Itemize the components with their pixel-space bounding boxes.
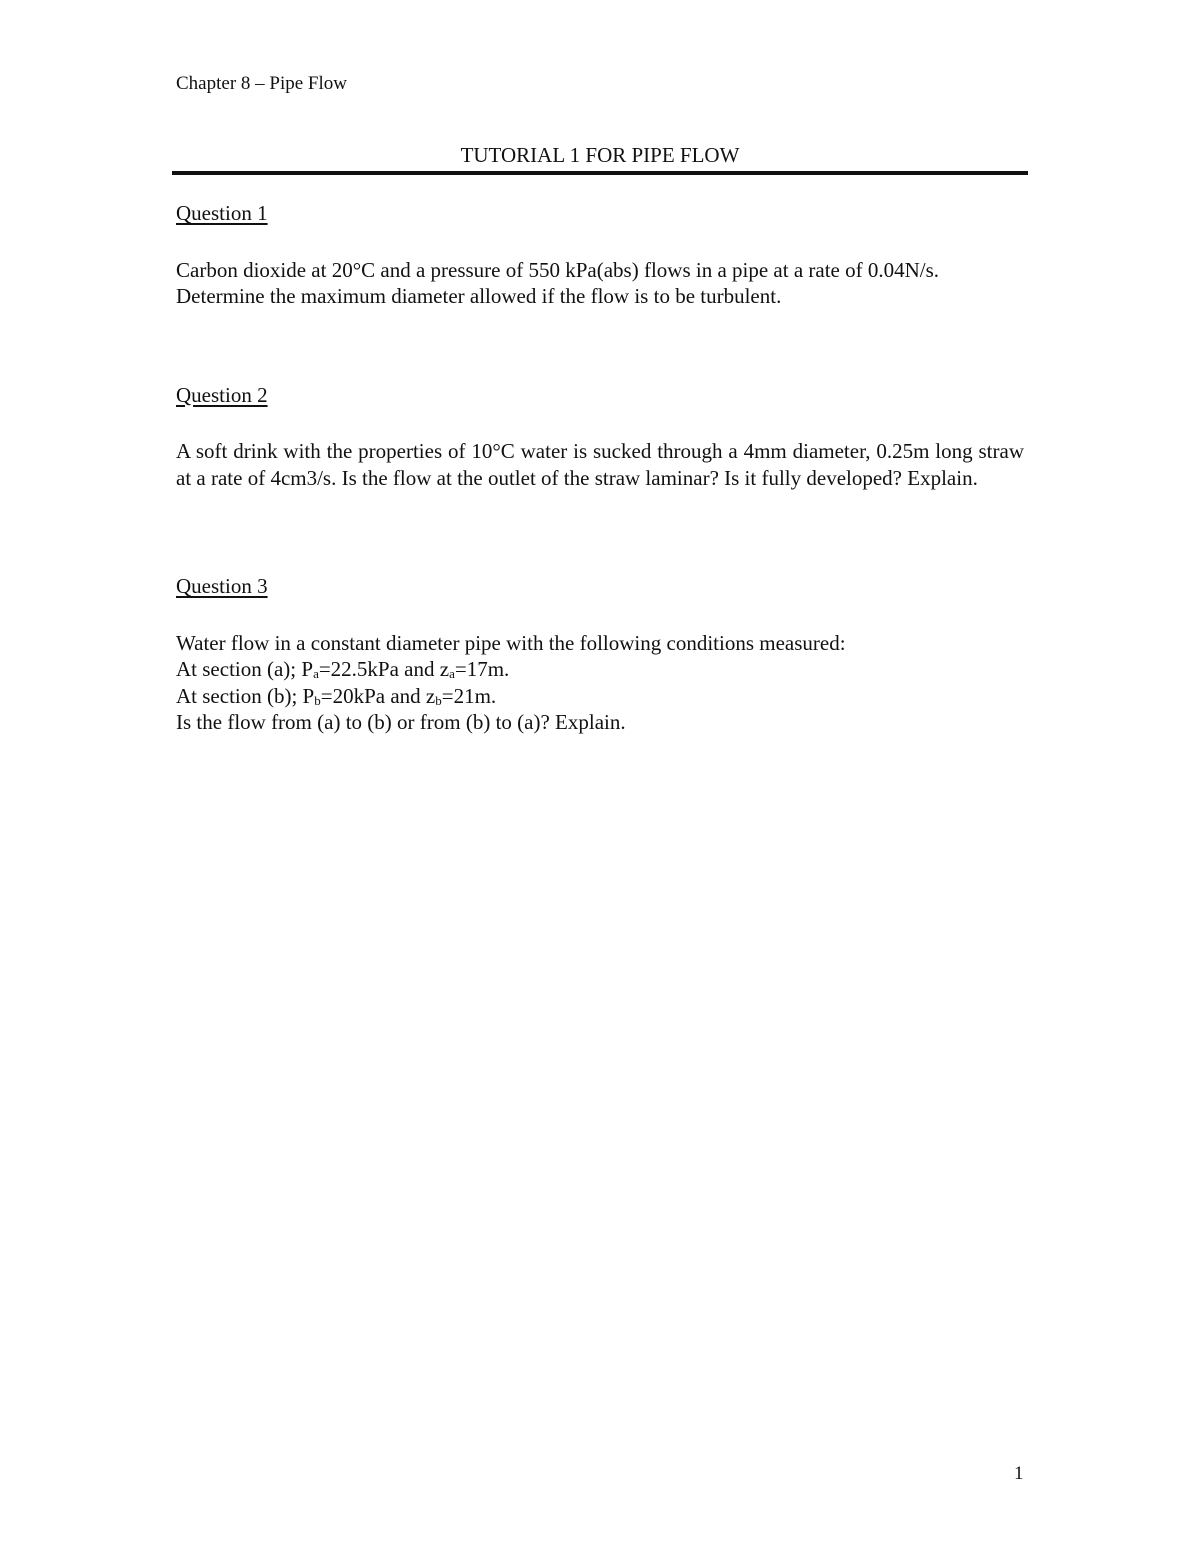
question-2-body: A soft drink with the properties of 10°C water is sucked through a 4mm diameter, 0.25m long straw at a rate of 4cm3/s. Is the flow at the outlet of the straw laminar? Is it fully developed? Explain. <box>176 439 1024 490</box>
section-b-p-subscript: b <box>314 692 321 708</box>
question-1-heading: Question 1 <box>176 201 268 225</box>
question-3-body <box>176 630 1024 736</box>
question-3 <box>176 573 1024 736</box>
title-rule <box>172 171 1028 175</box>
section-b-mid: =20kPa and z <box>320 683 436 708</box>
running-header: Chapter 8 – Pipe Flow <box>176 73 347 94</box>
section-a-suffix: =17m. <box>454 657 510 681</box>
question-2-heading: Question 2 <box>176 382 268 407</box>
question-3-section-b <box>176 683 1024 710</box>
questions-content <box>176 200 1024 736</box>
question-3-section-a <box>176 656 1024 683</box>
section-a-mid: =22.5kPa and z <box>318 657 450 681</box>
question-2 <box>176 382 1024 492</box>
section-b-prefix: At section (b); P <box>176 683 315 708</box>
question-1 <box>176 200 1024 310</box>
question-3-intro: Water flow in a constant diameter pipe with the following conditions measured: <box>176 630 846 655</box>
section-b-suffix: =21m. <box>441 683 497 708</box>
section-b-z-subscript: b <box>435 692 442 708</box>
section-a-z-subscript: a <box>449 666 455 681</box>
page-number: 1 <box>1014 1463 1024 1484</box>
title-block <box>172 142 1028 175</box>
question-3-heading: Question 3 <box>176 574 268 598</box>
question-1-body: Carbon dioxide at 20°C and a pressure of 550 kPa(abs) flows in a pipe at a rate of 0.04N/s. Determine the maximum diameter allowed if the flow is to be turbulent. <box>176 257 940 308</box>
question-3-closing: Is the flow from (a) to (b) or from (b) to (a)? Explain. <box>176 710 626 734</box>
page-title: TUTORIAL 1 FOR PIPE FLOW <box>460 143 740 167</box>
section-a-p-subscript: a <box>313 666 319 681</box>
section-a-prefix: At section (a); P <box>176 657 314 681</box>
